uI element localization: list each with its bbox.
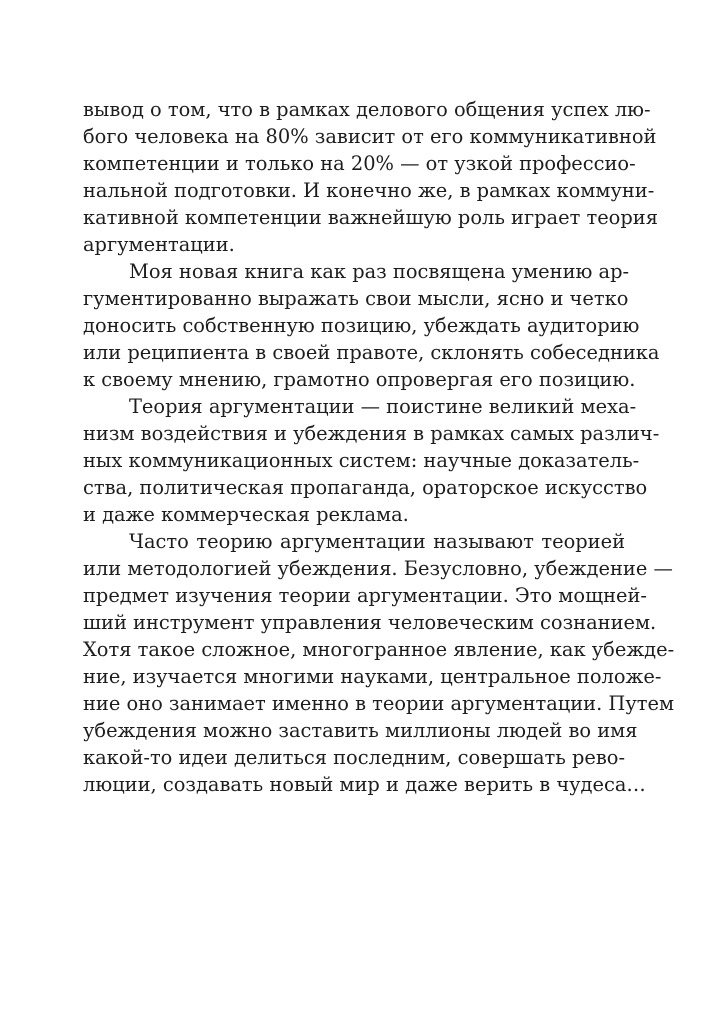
text-line: или методологией убеждения. Безусловно, убеждение — — [83, 557, 673, 580]
text-line: или реципиента в своей правоте, склонять собеседника — [83, 341, 660, 364]
text-line: к своему мнению, грамотно опровергая его позицию. — [83, 368, 636, 391]
text-line: какой-то идеи делиться последним, совершать рево- — [83, 746, 625, 769]
text-line: Моя новая книга как раз посвящена умению ар- — [129, 260, 630, 283]
text-line: Часто теорию аргументации называют теорией — [129, 530, 625, 553]
text-line: убеждения можно заставить миллионы людей во имя — [83, 719, 638, 742]
text-line: Теория аргументации — поистине великий меха- — [129, 395, 637, 418]
text-line: компетенции и только на 20% — от узкой профессио- — [83, 152, 636, 175]
text-line: ние, изучается многими науками, центральное положе- — [83, 665, 662, 688]
text-line: аргументации. — [83, 233, 235, 256]
text-line: Хотя такое сложное, многогранное явление, как убежде- — [83, 638, 675, 661]
paragraph-3 — [83, 393, 660, 528]
text-line: ние оно занимает именно в теории аргументации. Путем — [83, 692, 675, 715]
text-line: доносить собственную позицию, убеждать аудиторию — [83, 314, 640, 337]
text-line: и даже коммерческая реклама. — [83, 503, 409, 526]
paragraph-2 — [83, 258, 660, 393]
text-line: кативной компетенции важнейшую роль играет теория — [83, 206, 658, 229]
text-line: предмет изучения теории аргументации. Это мощней- — [83, 584, 647, 607]
text-line: ства, политическая пропаганда, ораторское искусство — [83, 476, 648, 499]
text-line: вывод о том, что в рамках делового общения успех лю- — [83, 98, 651, 121]
text-line: ных коммуникационных систем: научные доказатель- — [83, 449, 640, 472]
text-line: ший инструмент управления человеческим сознанием. — [83, 611, 657, 634]
text-line: низм воздействия и убеждения в рамках самых различ- — [83, 422, 660, 445]
text-line: гументированно выражать свои мысли, ясно и четко — [83, 287, 629, 310]
text-line: нальной подготовки. И конечно же, в рамках коммуни- — [83, 179, 655, 202]
paragraph-1 — [83, 96, 658, 258]
text-line: бого человека на 80% зависит от его коммуникативной — [83, 125, 657, 148]
paragraph-4 — [83, 528, 675, 798]
text-line: люции, создавать новый мир и даже верить в чудеса… — [83, 773, 646, 796]
book-page-text — [83, 96, 675, 798]
